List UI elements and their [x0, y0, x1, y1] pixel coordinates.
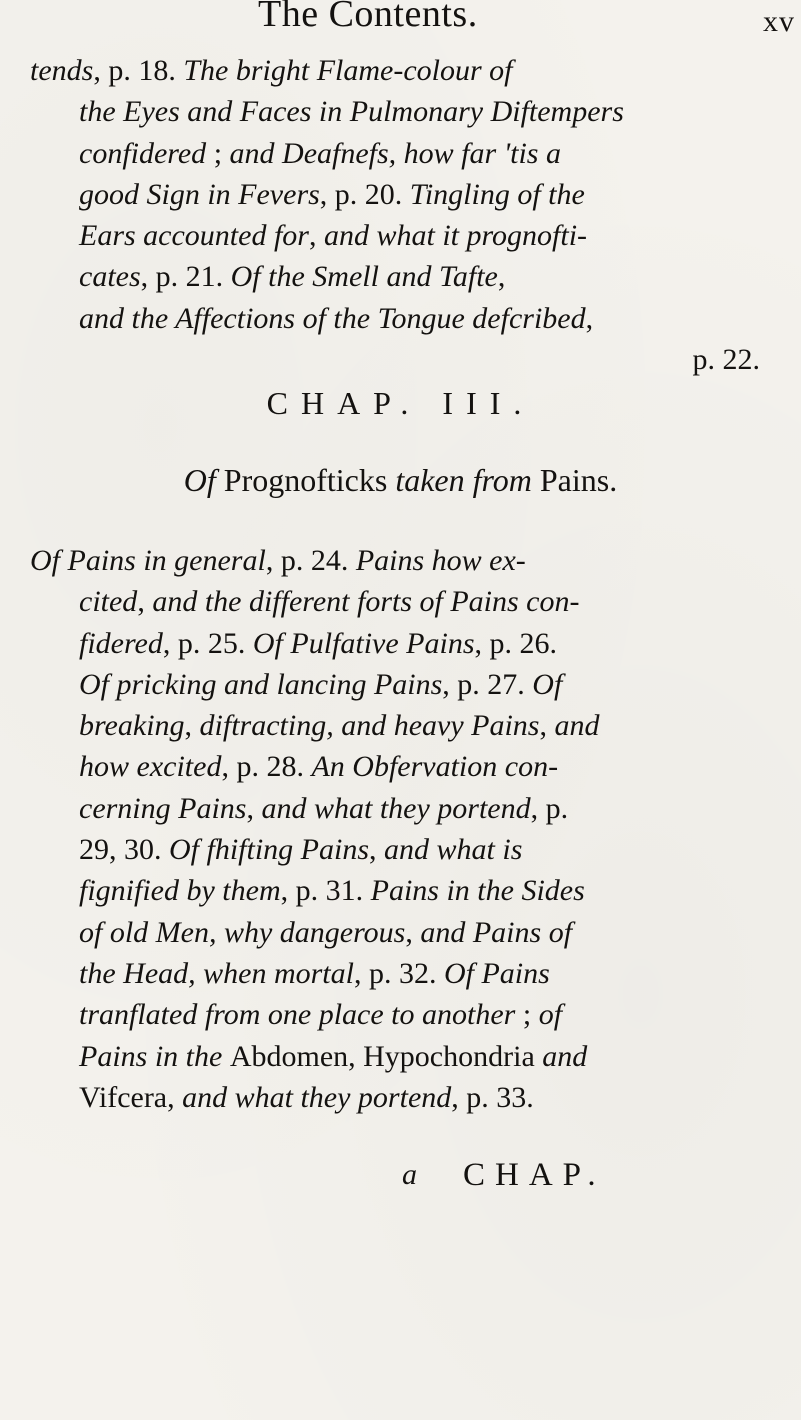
- text-run: fidered: [79, 626, 163, 660]
- text-run: ,: [539, 709, 555, 743]
- subtitle-end: Pains.: [531, 462, 618, 498]
- text-run: how excited: [79, 750, 222, 784]
- text-run: tends: [30, 54, 94, 87]
- text-line: [30, 133, 790, 174]
- text-line: [30, 1036, 790, 1077]
- text-line: [30, 256, 790, 297]
- text-run: and the different forts of Pains con-: [152, 585, 580, 619]
- text-line: [30, 953, 790, 994]
- text-line: [30, 215, 790, 256]
- text-run: ,: [184, 709, 200, 743]
- text-line: [30, 339, 790, 380]
- text-line: [30, 746, 790, 787]
- text-run: Of fhifting Pains: [169, 833, 370, 867]
- text-run: , p. 31.: [280, 874, 371, 908]
- text-run: Of Pulfative Pains: [252, 626, 475, 660]
- text-line: [30, 91, 790, 132]
- text-line: [30, 1077, 790, 1118]
- contents-entry-chapter-3: [30, 540, 790, 1118]
- text-run: Ears accounted for: [79, 219, 309, 253]
- text-run: cates: [79, 260, 141, 294]
- text-line: [30, 298, 790, 339]
- text-run: and: [542, 1039, 588, 1073]
- text-run: ,: [167, 1080, 183, 1114]
- text-run: , p. 28.: [221, 750, 312, 784]
- text-run: ;: [515, 998, 539, 1032]
- text-run: good Sign in Fevers: [79, 177, 320, 211]
- text-run: ;: [206, 136, 230, 170]
- text-run: 29, 30.: [79, 833, 169, 867]
- text-run: ,: [497, 260, 506, 294]
- text-run: Of the Smell and Tafte: [230, 260, 498, 294]
- text-run: ,: [137, 585, 153, 619]
- text-line: [30, 50, 790, 91]
- text-line: [30, 994, 790, 1035]
- text-run: , p.: [530, 791, 569, 825]
- text-line: [30, 705, 790, 746]
- text-run: Of Pains: [443, 956, 550, 990]
- text-line: [30, 174, 790, 215]
- text-run: Vifcera: [79, 1080, 168, 1114]
- text-run: of old Men, why dangerous: [79, 915, 406, 949]
- text-run: ,: [369, 833, 385, 867]
- text-run: and what it prognofti-: [323, 219, 588, 253]
- text-run: Pains how ex-: [355, 544, 526, 577]
- text-run: and what is: [384, 833, 523, 867]
- text-run: , p. 33.: [451, 1080, 534, 1114]
- text-run: tranflated from one place to another: [79, 998, 516, 1032]
- text-line: [30, 623, 790, 664]
- text-line: [30, 912, 790, 953]
- chapter-heading: CHAP. III.: [266, 385, 535, 421]
- subtitle-of: Of: [183, 462, 216, 498]
- text-run: , p. 20.: [319, 177, 410, 211]
- page-number: xv: [763, 5, 795, 38]
- text-run: and Pains of: [420, 915, 573, 949]
- subtitle-taken: taken from: [395, 462, 532, 498]
- text-line: [30, 870, 790, 911]
- text-run: p. 22.: [692, 343, 760, 377]
- text-run: cerning Pains: [79, 791, 247, 825]
- text-line: [30, 664, 790, 705]
- text-run: ,: [585, 301, 594, 335]
- text-run: the Head, when mortal: [79, 956, 354, 990]
- text-run: ,: [405, 915, 421, 949]
- contents-entry-chapter-2-end: [30, 50, 790, 380]
- text-run: the Eyes and Faces in Pulmonary Diftempers: [79, 95, 624, 129]
- subtitle-main: Prognofticks: [215, 462, 396, 498]
- text-run: Flame-colour: [316, 54, 490, 87]
- text-run: Of: [532, 667, 563, 701]
- text-run: An Obfervation con-: [311, 750, 559, 784]
- text-run: and: [554, 709, 600, 743]
- text-run: ,: [308, 219, 324, 253]
- text-run: , p. 26.: [474, 626, 558, 660]
- text-run: and the Affections of the Tongue defcribed: [79, 301, 586, 335]
- text-run: Abdomen, Hypochondria: [229, 1039, 543, 1073]
- text-run: , p. 25.: [162, 626, 253, 660]
- text-line: [30, 788, 790, 829]
- text-run: The bright: [183, 54, 317, 87]
- text-run: , p. 24.: [265, 544, 356, 577]
- text-run: diftracting, and heavy Pains: [199, 709, 540, 743]
- text-run: , p. 27.: [442, 667, 533, 701]
- text-run: and what they portend: [182, 1080, 452, 1114]
- text-run: breaking: [79, 709, 185, 743]
- text-run: ,: [246, 791, 262, 825]
- running-head: [0, 0, 801, 36]
- text-run: Of pricking and lancing Pains: [79, 667, 443, 701]
- signature-mark: a: [402, 1158, 417, 1191]
- text-line: [30, 581, 790, 622]
- text-run: Pains in the Sides: [370, 874, 585, 908]
- chapter-subtitle: [0, 460, 801, 500]
- running-title: The Contents.: [258, 0, 478, 35]
- text-run: , p. 18.: [93, 54, 184, 87]
- text-run: , p. 32.: [353, 956, 444, 990]
- text-line: [30, 829, 790, 870]
- catchword: CHAP.: [463, 1157, 606, 1193]
- text-run: of: [538, 998, 563, 1032]
- text-run: and Deafnefs, how far 'tis a: [229, 136, 561, 170]
- text-run: cited: [79, 585, 138, 619]
- text-run: and what they portend: [261, 791, 531, 825]
- text-run: Of Pains in general: [30, 544, 266, 577]
- text-run: Pains in the: [79, 1039, 230, 1073]
- text-run: , p. 21.: [140, 260, 231, 294]
- text-run: of: [489, 54, 513, 87]
- text-run: Tingling of the: [409, 177, 585, 211]
- text-line: [30, 540, 790, 581]
- text-run: confidered: [79, 136, 207, 170]
- text-run: fignified by them: [79, 874, 281, 908]
